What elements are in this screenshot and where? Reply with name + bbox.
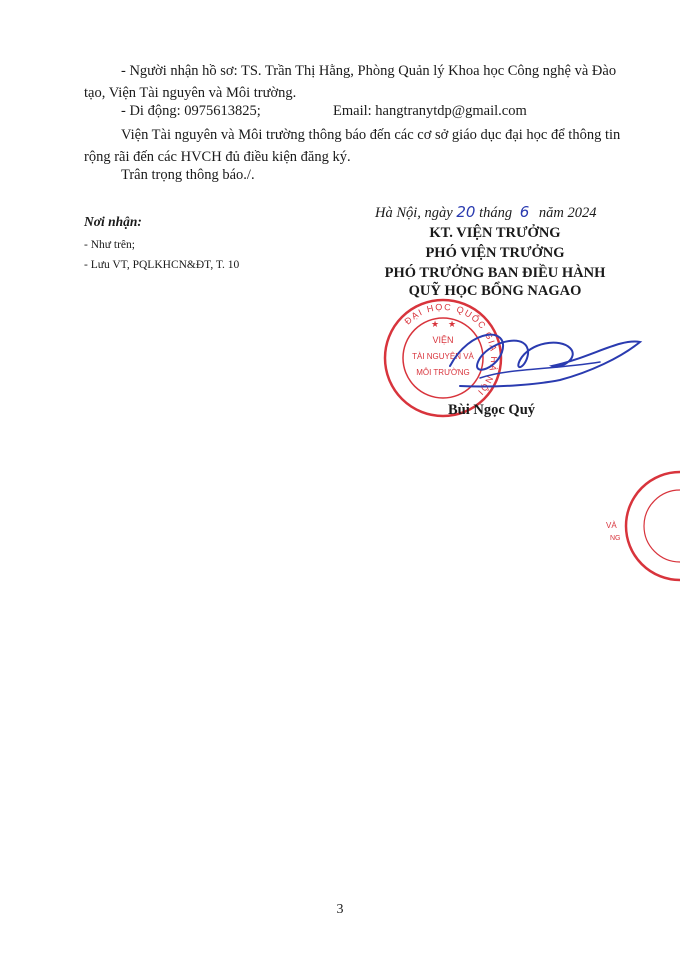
date-year: năm 2024 <box>538 205 597 221</box>
closing-line: Trân trọng thông báo./. <box>121 167 255 183</box>
recipient-item: - Như trên; <box>84 239 135 251</box>
partial-edge-stamp <box>584 470 680 582</box>
stamp-ring-text: ĐẠI HỌC QUỐC GIA HÀ NỘI <box>402 301 500 398</box>
signer-name: Bùi Ngọc Quý <box>448 402 536 418</box>
signature-title-2: PHÓ VIỆN TRƯỞNG <box>425 245 565 261</box>
recipients-heading: Nơi nhận: <box>84 214 142 229</box>
stamp-line-1: VIỆN <box>432 335 454 345</box>
date-line <box>375 201 597 224</box>
date-month: 6 <box>519 203 530 221</box>
page-number: 3 <box>336 902 344 917</box>
mobile-number: - Di động: 0975613825; <box>121 103 261 119</box>
partial-stamp-mark: NG <box>610 535 621 542</box>
partial-stamp-mark: VÀ <box>606 521 617 530</box>
stamp-star-icon: ★ <box>448 319 457 329</box>
recipient-item: - Lưu VT, PQLKHCN&ĐT, T. 10 <box>84 259 240 271</box>
signature-title-1: KT. VIỆN TRƯỞNG <box>429 225 561 241</box>
email-address: Email: hangtranytdp@gmail.com <box>333 103 527 119</box>
signature-title-3: PHÓ TRƯỞNG BAN ĐIỀU HÀNH <box>384 265 606 281</box>
notice-paragraph: Viện Tài nguyên và Môi trường thông báo đến các cơ sở giáo dục đại học để thông tin rộng rãi đến các HVCH đủ điều kiện đăng ký. <box>84 127 621 165</box>
recipient-contact-line: - Người nhận hồ sơ: TS. Trần Thị Hằng, Phòng Quản lý Khoa học Công nghệ và Đào tạo, Viện Tài nguyên và Môi trường. <box>84 63 617 101</box>
stamp-line-3: MÔI TRƯỜNG <box>416 368 470 377</box>
date-day: 20 <box>456 203 476 221</box>
signature-title-4: QUỸ HỌC BỔNG NAGAO <box>408 283 582 299</box>
contact-row <box>121 100 621 122</box>
date-month-label: tháng <box>479 205 513 221</box>
handwritten-signature <box>440 318 650 398</box>
date-prefix: Hà Nội, ngày <box>375 205 453 221</box>
stamp-line-2: TÀI NGUYÊN VÀ <box>412 352 474 361</box>
stamp-star-icon: ★ <box>431 319 440 329</box>
